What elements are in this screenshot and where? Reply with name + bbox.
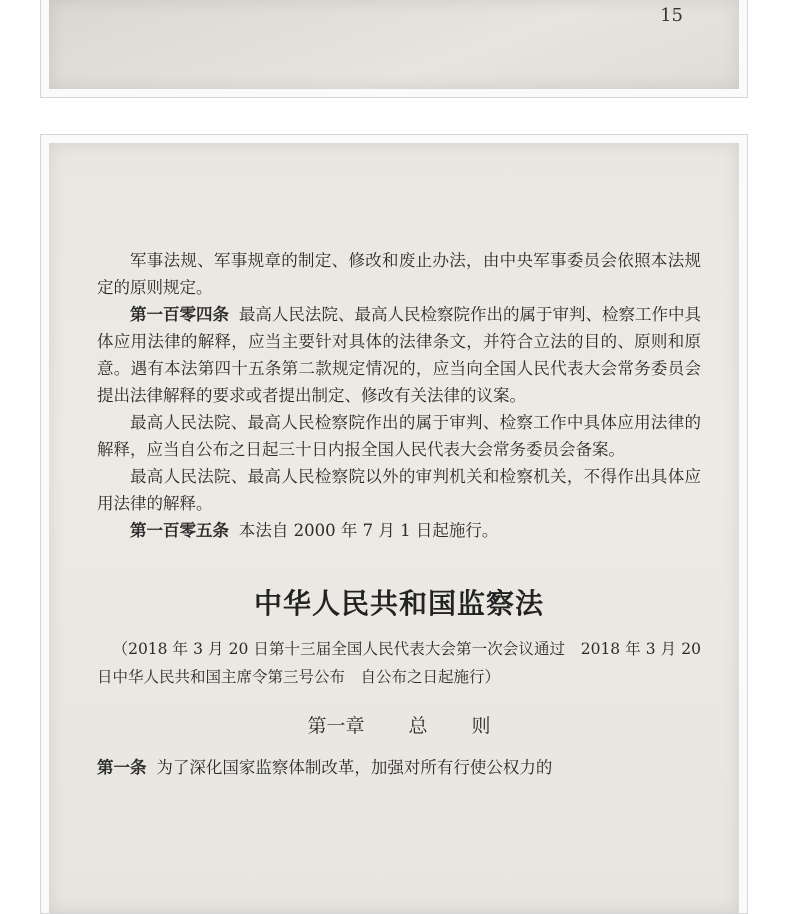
page-number: 15	[660, 5, 683, 26]
chapter-number: 第一章	[307, 715, 365, 737]
paragraph-other-organs: 最高人民法院、最高人民检察院以外的审判机关和检察机关，不得作出具体应用法律的解释。	[97, 467, 701, 513]
article-104-label: 第一百零四条	[130, 305, 230, 324]
main-page-frame	[40, 134, 748, 914]
chapter-heading	[97, 713, 701, 740]
article-1	[97, 754, 701, 781]
article-105-label: 第一百零五条	[130, 521, 229, 540]
top-page-frame	[40, 0, 748, 98]
paragraph-military-rules: 军事法规、军事规章的制定、修改和废止办法，由中央军事委员会依照本法规定的原则规定。	[97, 251, 701, 297]
article-105	[97, 517, 701, 544]
main-page-sheet	[49, 143, 739, 913]
article-105-text: 本法自 2000 年 7 月 1 日起施行。	[238, 521, 499, 540]
article-1-label: 第一条	[97, 758, 147, 777]
article-1-text: 为了深化国家监察体制改革，加强对所有行使公权力的	[156, 758, 553, 777]
chapter-title-part-2: 则	[471, 715, 491, 737]
chapter-title-part-1: 总	[408, 715, 428, 737]
article-104	[97, 301, 701, 409]
law-title: 中华人民共和国监察法	[253, 587, 544, 620]
page-text	[97, 247, 701, 781]
article-104-text: 最高人民法院、最高人民检察院作出的属于审判、检察工作中具体应用法律的解释，应当主要针对具体的法律条文，并符合立法的目的、原则和原意。遇有本法第四十五条第二款规定情况的，应当向全国人民代表大会常务委员会提出法律解释的要求或者提出制定、修改有关法律的议案。	[97, 305, 702, 405]
top-page-sheet	[49, 0, 739, 89]
paragraph-filing: 最高人民法院、最高人民检察院作出的属于审判、检察工作中具体应用法律的解释，应当自公布之日起三十日内报全国人民代表大会常务委员会备案。	[97, 413, 701, 459]
adoption-note: （2018 年 3 月 20 日第十三届全国人民代表大会第一次会议通过 2018 年 3 月 20 日中华人民共和国主席令第三号公布 自公布之日起施行）	[97, 640, 701, 686]
